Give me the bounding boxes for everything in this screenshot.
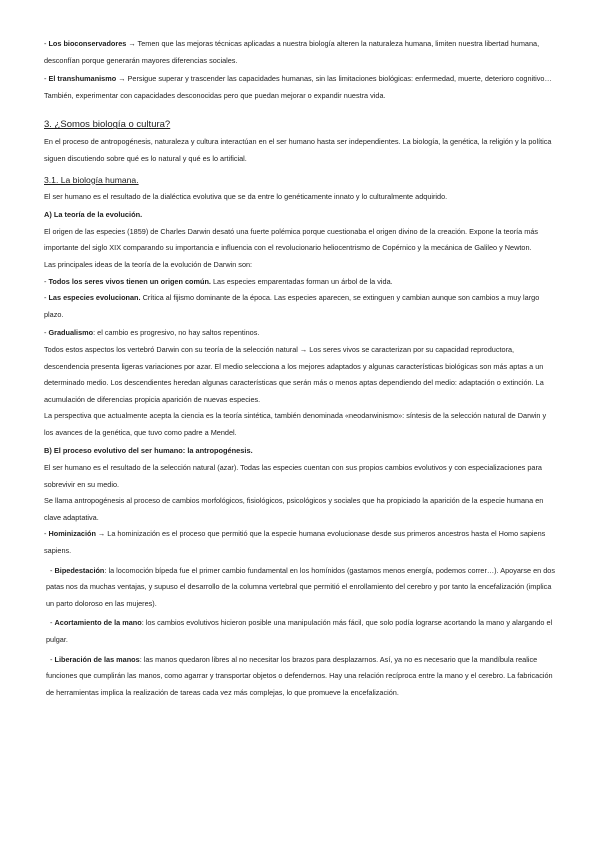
bullet-dash: - xyxy=(44,74,49,84)
text-origen-comun: Las especies emparentadas forman un árbol de la vida. xyxy=(210,276,393,286)
document-page xyxy=(44,36,556,701)
list-item-gradualismo xyxy=(44,325,556,342)
bullet-dash-indent: - xyxy=(46,565,55,575)
text-liberacion-manos: : las manos quedaron libres al no necesitar los brazos para desplazarnos. Así, ya no es necesario que la mandíbula realice funciones que cumplirán las manos, como agarrar y transportar objetos o defendernos. Hay una relación recíproca entre la mano y el cerebro. La fabricación de herramientas implica la realización de tareas cada vez más complejas, lo que promueve la encefalización. xyxy=(46,654,553,697)
paragraph-principales-ideas: Las principales ideas de la teoría de la evolución de Darwin son: xyxy=(44,259,253,269)
list-item-liberacion-manos xyxy=(44,652,556,702)
term-especies-evolucionan: Las especies evolucionan. xyxy=(48,293,141,303)
term-hominizacion: Hominización xyxy=(48,529,96,539)
term-liberacion-manos: Liberación de las manos xyxy=(54,654,140,664)
paragraph-antropogenesis-def: Se llama antropogénesis al proceso de cambios morfológicos, fisiológicos, psicológicos y sociales que ha propiciado la aparición de la especie humana en clave adaptativa. xyxy=(44,496,544,522)
text-gradualismo: : el cambio es progresivo, no hay saltos repentinos. xyxy=(93,328,260,338)
heading-proceso-evolutivo: B) El proceso evolutivo del ser humano: la antropogénesis. xyxy=(44,446,253,456)
paragraph-resultado-seleccion: El ser humano es el resultado de la selección natural (azar). Todas las especies cuentan con sus propios cambios evolutivos y con especializaciones para sobrevivir en su medio. xyxy=(44,463,542,489)
bullet-dash: - xyxy=(44,328,49,338)
list-item-bipedestacion xyxy=(44,563,556,613)
bullet-dash: - xyxy=(44,529,49,539)
list-item-origen-comun xyxy=(44,274,556,291)
text-hominizacion: → La hominización es el proceso que permitió que la especie humana evolucionase desde sus primeros ancestros hasta el Homo sapiens sapiens. xyxy=(44,529,546,556)
term-bioconservadores: Los bioconservadores xyxy=(48,39,127,48)
paragraph-seleccion-natural: Todos estos aspectos los vertebró Darwin con su teoría de la selección natural → Los seres vivos se caracterizan por su capacidad reproductora, descendencia presenta ligeras variaciones por azar. El medio selecciona a los mejores adaptados y algunas características biológicas son más aptas a un determinado medio. Los descendientes heredan algunas características que serán más o menos aptas dependiendo del medio: adaptación o extinción. La acumulación de diferencias propicia aparición de nuevas especies. xyxy=(44,344,544,404)
list-item-acortamiento-mano xyxy=(44,615,556,648)
term-acortamiento-mano: Acortamiento de la mano xyxy=(54,618,142,628)
list-item-especies-evolucionan xyxy=(44,290,556,323)
bullet-dash-indent: - xyxy=(46,618,55,628)
term-gradualismo: Gradualismo xyxy=(48,328,94,338)
bullet-dash: - xyxy=(44,39,49,48)
paragraph-neodarwinismo: La perspectiva que actualmente acepta la ciencia es la teoría sintética, también denominada «neodarwinismo»: síntesis de la selección natural de Darwin y los avances de la genética, que tuvo como padre a Mendel. xyxy=(44,411,547,437)
text-especies-evolucionan: Crítica al fijismo dominante de la época. Las especies aparecen, se extinguen y cambian aunque son cambios a muy largo plazo. xyxy=(44,293,540,319)
text-transhumanismo: → Persigue superar y trascender las capacidades humanas, sin las limitaciones biológicas: enfermedad, muerte, deterioro cognitivo… También, experimentar con capacidades desconocidas pero que puedan mejorar o expandir nuestra vida. xyxy=(44,74,552,100)
paragraph-darwin-origen: El origen de las especies (1859) de Charles Darwin desató una fuerte polémica porque cuestionaba el origen divino de la creación. Expone la teoría más importante del siglo XIX comparando su importancia e influencia con el revolucionario heliocentrismo de Copérnico y la mecánica de Galileo y Newton. xyxy=(44,226,539,253)
paragraph-dialectica: El ser humano es el resultado de la dialéctica evolutiva que se da entre lo genéticamente innato y lo culturalmente adquirido. xyxy=(44,191,448,201)
paragraph-transhumanismo xyxy=(44,71,556,104)
term-transhumanismo: El transhumanismo xyxy=(48,74,117,84)
heading-teoria-evolucion: A) La teoría de la evolución. xyxy=(44,210,143,220)
bullet-dash: - xyxy=(44,276,49,286)
list-item-hominizacion xyxy=(44,526,556,559)
text-acortamiento-mano: : los cambios evolutivos hicieron posible una manipulación más fácil, que solo podía lograrse acortando la mano y alargando el pulgar. xyxy=(46,618,553,644)
text-bioconservadores: → Temen que las mejoras técnicas aplicadas a nuestra biología alteren la naturaleza humana, limiten nuestra libertad humana, desconfían porque generarán mayores diferencias sociales. xyxy=(44,39,540,65)
term-bipedestacion: Bipedestación xyxy=(54,565,105,575)
term-origen-comun: Todos los seres vivos tienen un origen común. xyxy=(48,276,211,286)
subsection-title-biologia-humana: 3.1. La biología humana. xyxy=(44,174,139,185)
bullet-dash-indent: - xyxy=(46,654,55,664)
text-bipedestacion: : la locomoción bípeda fue el primer cambio fundamental en los homínidos (gastamos menos energía, podemos correr…). Apoyarse en dos patas nos da muchas ventajas, y supuso el desarrollo de la columna vertebral que permitió el enrollamiento del cerebro y por tanto la encefalización (implica un parto doloroso en las mujeres). xyxy=(46,565,556,608)
paragraph-antropogenesis-intro: En el proceso de antropogénesis, naturaleza y cultura interactúan en el ser humano hasta ser independientes. La biología, la genética, la religión y la política siguen discutiendo sobre qué es lo natural y qué es lo artificial. xyxy=(44,137,552,163)
section-title-biologia-cultura: 3. ¿Somos biología o cultura? xyxy=(44,119,171,131)
paragraph-bioconservadores xyxy=(44,36,556,69)
bullet-dash: - xyxy=(44,293,49,303)
